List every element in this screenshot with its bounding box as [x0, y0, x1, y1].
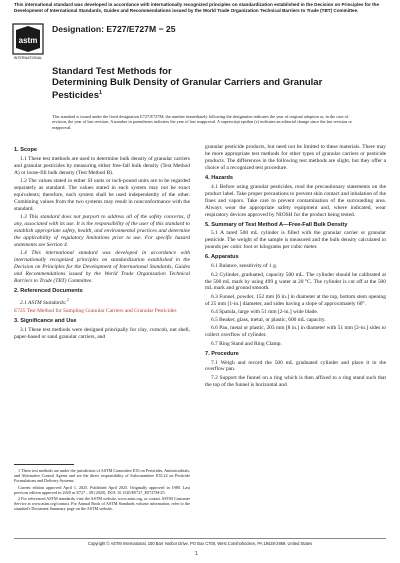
section-heading-referenced-documents: 2. Referenced Documents [14, 288, 83, 294]
paragraph-4-1: 4.1 Before using granular pesticides, read the precautionary statements on the product label. Take proper precautions to prevent skin contact and inhalation of the fines and vapors. Take care to prevent contamination of the surrounding area. Always wear the appropriate safety equipment and, where indicated, wear respiratory devices approved by NIOSH for the product being tested. [205, 183, 386, 218]
svg-text:astm: astm [18, 36, 38, 45]
astm-logo [10, 22, 46, 60]
paragraph-2-1: 2.1 ASTM Standards:$^2$ [20, 296, 69, 306]
section-heading-significance: 3. Significance and Use [14, 317, 77, 324]
footer-divider [14, 538, 386, 539]
section-heading-apparatus: 6. Apparatus [205, 254, 239, 261]
document-title [52, 66, 352, 102]
paragraph-7-2: 7.2 Support the funnel on a ring which is then affixed to a ring stand such that the top of the funnel is horizontal and [205, 374, 386, 388]
section-heading-scope: 1. Scope [14, 147, 38, 153]
footnote-2: 2 For referenced ASTM standards, visit the ASTM website, www.astm.org, or contact ASTM Customer Service at www.astm.org/contact. For Annual Book of ASTM Standards volume information, refer to the standard's Document Summary page on the ASTM website. [14, 496, 190, 512]
footnote-divider [14, 464, 74, 465]
section-heading-hazards: 4. Hazards [205, 174, 233, 181]
paragraph-6-5: 6.5 Beaker, glass, metal, or plastic, 600 mL capacity. [211, 317, 326, 324]
logo-caption: INTERNATIONAL [13, 56, 43, 60]
designation: Designation: E727/E727M − 25 [52, 24, 176, 34]
left-column [14, 144, 190, 342]
footnote-link-2[interactable]: 2 [66, 296, 69, 302]
paragraph-7-1: 7.1 Weigh and record the 500 mL graduated cylinder and place it in the overflow pan. [205, 359, 386, 373]
paragraph-6-4: 6.4 Spatula, large with 51 mm [2-in.] wide blade. [211, 308, 319, 315]
footnotes [14, 468, 190, 513]
title-line-2: Determining Bulk Density of Granular Carriers and Granular Pesticides$^1$ [52, 77, 323, 102]
copyright-footer: Copyright © ASTM International, 100 Barr Harbor Drive, PO Box C700, West Conshohocken, PA 19428-2959. United States [87, 541, 313, 546]
reference-e725 [14, 308, 190, 315]
section-heading-procedure: 7. Procedure [205, 350, 239, 357]
paragraph-6-7: 6.7 Ring Stand and Ring Clamp. [211, 340, 282, 347]
reference-title-link[interactable]: Test Method for Sampling Granular Carriers and Granular Pesticides [26, 308, 177, 315]
paragraph-3-1-continued: granular pesticide products, but need not be limited to these materials. There may be more appropriate test methods for other types of granular carriers or pesticide products. The differences in the following test methods are slight, but they offer a choice of a recognized test procedure. [205, 144, 386, 171]
footnote-1-edition: Current edition approved April 1, 2025. Published April 2025. Originally approved in 1980. Last previous edition approved in 2020 as E727 – 08 (2020). DOI: 10.1520/E0727_E0727M-25. [14, 484, 190, 495]
reference-code-link[interactable]: E725 [14, 308, 26, 315]
paragraph-1-1: 1.1 These test methods are used to determine bulk density of granular carriers and granular pesticides by measuring either free-fall bulk density (Test Method A) or loose-fill bulk density (Test Method B). [14, 155, 190, 176]
paragraph-6-2: 6.2 Cylinder, graduated, capacity 500 mL. The cylinder should be calibrated at the 500 mL mark by using 499 g water at 20 °C. The cylinder is cut off at the 500 mL mark and ground smooth. [205, 271, 386, 292]
paragraph-3-1: 3.1 These test methods were designed principally for clay, corncob, nut shell, paper-based or sand granular carriers, and [14, 326, 190, 340]
title-footnote-mark: 1 [99, 90, 103, 97]
paragraph-1-4: 1.4 This international standard was developed in accordance with internationally recognized principles on standardization established in the Decision on Principles for the Development of International Standards, Guides and Recommendations issued by the World Trade Organization Technical Barriers to Trade (TBT) Committee. [14, 250, 190, 285]
paragraph-1-2: 1.2 The values stated in either SI units or inch-pound units are to be regarded separately as standard. The values stated in each system may not be exact equivalents; therefore, each system shall be used independently of the other. Combining values from the two systems may result in nonconformance with the standard. [14, 178, 190, 212]
paragraph-1-3: 1.3 This standard does not purport to address all of the safety concerns, if any, associated with its use. It is the responsibility of the user of this standard to establish appropriate safety, health, and environmental practices and determine the applicability of regulatory limitations prior to use. For specific hazard statements see Section 4. [14, 214, 190, 248]
right-column [205, 144, 386, 390]
footnote-1: 1 These test methods are under the jurisdiction of ASTM Committee E35 on Pesticides, Antimicrobials, and Alternative Control Agents and are the direct responsibility of Subcommittee E35.22 on Pesticide Formulations and Delivery Systems. [14, 468, 190, 484]
page-number: 1 [195, 551, 198, 557]
title-line-1: Standard Test Methods for [52, 66, 172, 77]
paragraph-6-6: 6.6 Pan, metal or plastic, 203 mm [8 in.] in diameter with 51 mm [2-in.] sides to collect overflow of cylinder. [205, 325, 386, 339]
paragraph-5-1: 5.1 A tared 500 mL cylinder is filled with the granular carrier or granular pesticide. The weight of the sample is measured and the bulk density calculated in pounds per cubic foot or kilograms per cubic meter. [205, 230, 386, 251]
issuance-note: This standard is issued under the fixed designation E727/E727M; the number immediately following the designation indicates the year of original adoption or, in the case of revision, the year of last revision. A number in parentheses indicates the year of last reapproval. A superscript epsilon (ε) indicates an editorial change since the last revision or reapproval. [52, 114, 352, 130]
development-notice: This international standard was developed in accordance with internationally recognized principles on standardization established in the Decision on Principles for the Development of International Standards, Guides and Recommendations issued by the World Trade Organization Technical Barriers to Trade (TBT) Committee. [14, 2, 380, 13]
paragraph-6-3: 6.3 Funnel, powder, 152 mm [6 in.] in diameter at the top, bottom stem opening of 25 mm [1-in.] diameter, and sides having a slope of approximately 60°. [205, 293, 386, 307]
paragraph-6-1: 6.1 Balance, sensitivity of 1 g. [211, 263, 278, 270]
section-heading-summary-method-a: 5. Summary of Test Method A—Free-Fall Bulk Density [205, 221, 348, 228]
